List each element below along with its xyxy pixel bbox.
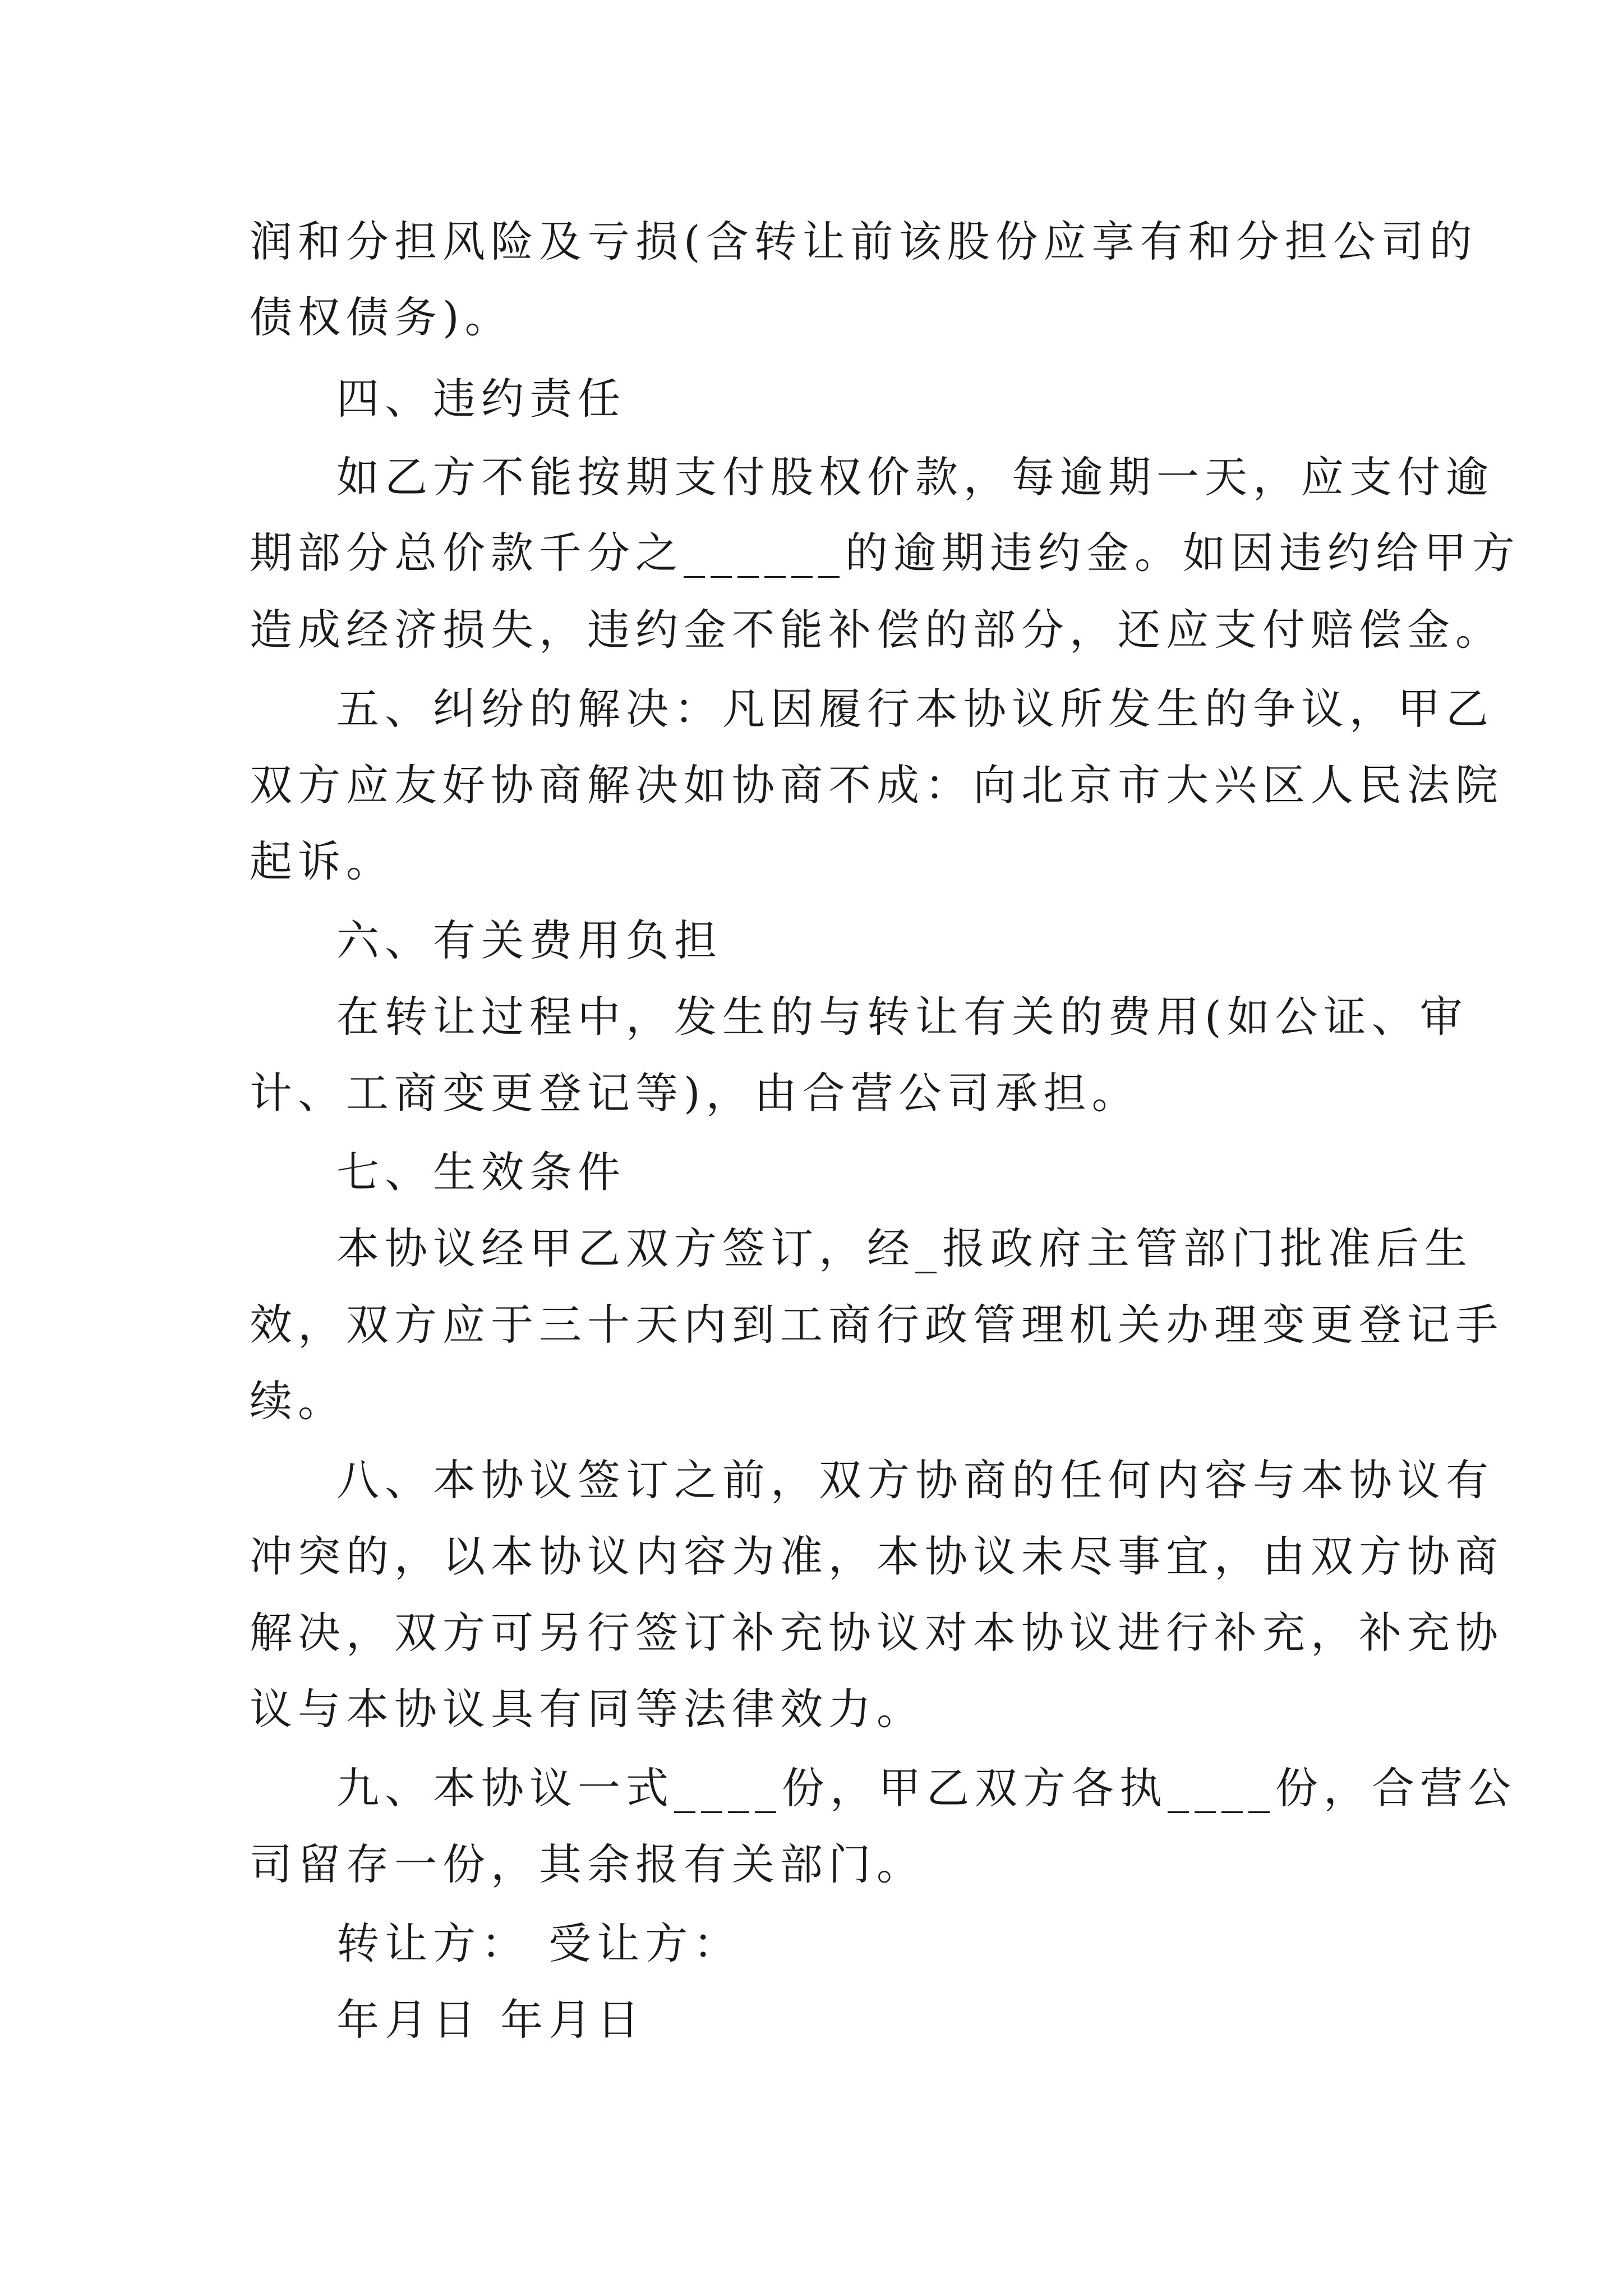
text-line: 续。: [250, 1376, 346, 1426]
section-heading-copies: 九、本协议一式____份，甲乙双方各执____份，合营公: [336, 1763, 1516, 1813]
text-line: 冲突的，以本协议内容为准，本协议未尽事宜，由双方协商: [250, 1531, 1504, 1581]
text-line: 解决，双方可另行签订补充协议对本协议进行补充，补充协: [250, 1608, 1504, 1658]
text-line: 司留存一份，其余报有关部门。: [250, 1839, 925, 1889]
text-line: 双方应友好协商解决如协商不成：向北京市大兴区人民法院: [250, 760, 1504, 810]
text-line: 造成经济损失，违约金不能补偿的部分，还应支付赔偿金。: [250, 605, 1504, 655]
text-line: 如乙方不能按期支付股权价款，每逾期一天，应支付逾: [336, 452, 1494, 502]
text-line: 效，双方应于三十天内到工商行政管理机关办理变更登记手: [250, 1300, 1504, 1350]
text-line: 议与本协议具有同等法律效力。: [250, 1684, 925, 1734]
section-heading-breach: 四、违约责任: [336, 374, 626, 424]
text-line: 本协议经甲乙双方签订，经_报政府主管部门批准后生: [336, 1223, 1473, 1273]
section-heading-precedence: 八、本协议签订之前，双方协商的任何内容与本协议有: [336, 1455, 1494, 1505]
text-line: 期部分总价款千分之______的逾期违约金。如因违约给甲方: [250, 528, 1520, 578]
text-line: 在转让过程中，发生的与转让有关的费用(如公证、审: [336, 992, 1468, 1042]
section-heading-effect: 七、生效条件: [336, 1147, 626, 1197]
signature-dates: 年月日 年月日: [336, 1995, 645, 2045]
text-line: 债权债务)。: [250, 292, 513, 342]
text-line: 计、工商变更登记等)，由合营公司承担。: [250, 1068, 1140, 1118]
text-line: 润和分担风险及亏损(含转让前该股份应享有和分担公司的: [250, 217, 1478, 266]
signature-parties: 转让方： 受让方：: [336, 1918, 742, 1968]
section-heading-dispute: 五、纠纷的解决：凡因履行本协议所发生的争议，甲乙: [336, 684, 1494, 734]
section-heading-fees: 六、有关费用负担: [336, 915, 722, 965]
text-line: 起诉。: [250, 836, 394, 886]
